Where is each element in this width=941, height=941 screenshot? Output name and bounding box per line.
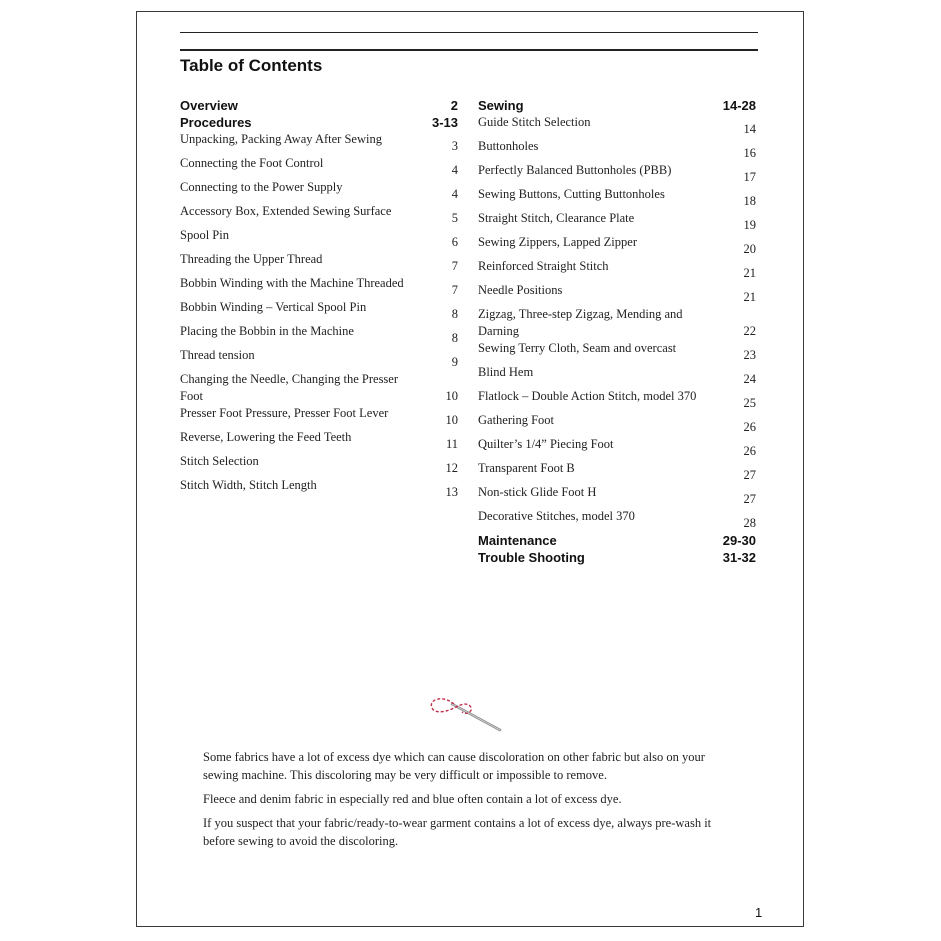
toc-label: Connecting to the Power Supply [180,180,343,194]
toc-label: Maintenance [478,533,557,548]
toc-page-number: 27 [743,492,756,506]
toc-page-number: 24 [743,372,756,386]
toc-label: Accessory Box, Extended Sewing Surface [180,204,392,218]
toc-page-number: 21 [743,266,756,280]
toc-label: Placing the Bobbin in the Machine [180,324,354,338]
toc-left-column [180,97,460,501]
toc-page-number: 14-28 [722,98,756,113]
toc-label: Quilter’s 1/4” Piecing Foot [478,437,614,451]
toc-entry-row [180,227,460,251]
toc-label: Perfectly Balanced Buttonholes (PBB) [478,163,672,177]
toc-page-number: 20 [743,242,756,256]
toc-entry-row [180,405,460,429]
toc-label: Sewing Buttons, Cutting Buttonholes [478,187,665,201]
toc-label: Straight Stitch, Clearance Plate [478,211,635,225]
toc-label: Stitch Selection [180,454,259,468]
toc-entry-row [478,114,758,138]
toc-section-row [478,97,758,114]
toc-label: Buttonholes [478,139,539,153]
toc-label: Unpacking, Packing Away After Sewing [180,132,382,146]
toc-page-number: 16 [743,146,756,160]
toc-entry-row [180,155,460,179]
toc-page-number: 25 [743,396,756,410]
toc-page-number: 27 [743,468,756,482]
toc-entry-row [180,275,460,299]
toc-page-number: 29-30 [722,533,756,548]
toc-entry-row [478,186,758,210]
toc-label: Needle Positions [478,283,563,297]
toc-page-number: 7 [451,283,458,297]
toc-entry-row [478,162,758,186]
toc-entry-row [180,371,460,405]
toc-page-number: 12 [445,461,458,475]
toc-entry-row [180,251,460,275]
toc-page-number: 28 [743,516,756,530]
toc-label: Reverse, Lowering the Feed Teeth [180,430,352,444]
toc-label: Gathering Foot [478,413,555,427]
toc-label: Threading the Upper Thread [180,252,323,266]
toc-entry-row [478,340,758,364]
toc-section-row [180,97,460,114]
notes-section [203,748,743,856]
toc-entry-row [180,131,460,155]
toc-page-number: 7 [451,259,458,273]
toc-page-number: 26 [743,420,756,434]
toc-entry-row [180,347,460,371]
toc-label: Procedures [180,115,252,130]
toc-page-number: 21 [743,290,756,304]
toc-entry-row [478,138,758,162]
toc-entry-row [180,429,460,453]
toc-entry-row [478,388,758,412]
needle-thread-icon [424,690,506,738]
toc-section-row [180,114,460,131]
toc-page-number: 8 [451,307,458,321]
toc-label: Reinforced Straight Stitch [478,259,609,273]
toc-label: Sewing [478,98,524,113]
header-rule-thin [180,32,758,33]
toc-page-number: 13 [445,485,458,499]
toc-page-number: 31-32 [722,550,756,565]
toc-label: Zigzag, Three-step Zigzag, Mending and Darning [478,307,683,338]
toc-entry-row [180,299,460,323]
toc-label: Decorative Stitches, model 370 [478,509,635,523]
toc-entry-row [478,508,758,532]
toc-entry-row [478,282,758,306]
note-paragraph: If you suspect that your fabric/ready-to-wear garment contains a lot of excess dye, always pre-wash it before sewing to avoid the discoloring. [203,816,712,848]
toc-label: Stitch Width, Stitch Length [180,478,317,492]
toc-label: Flatlock – Double Action Stitch, model 370 [478,389,697,403]
toc-page-number: 10 [445,389,458,403]
page-number: 1 [755,905,763,920]
toc-entry-row [478,460,758,484]
toc-entry-row [478,412,758,436]
toc-section-row [478,549,758,566]
toc-page-number: 8 [451,331,458,345]
toc-page-number: 19 [743,218,756,232]
toc-entry-row [180,179,460,203]
toc-label: Spool Pin [180,228,229,242]
toc-entry-row [180,203,460,227]
toc-entry-row [478,210,758,234]
toc-page-number: 3-13 [431,115,458,130]
toc-page-number: 2 [450,98,458,113]
toc-entry-row [478,436,758,460]
note-paragraph: Some fabrics have a lot of excess dye which can cause discoloration on other fabric but also on your sewing machine. This discoloring may be very difficult or impossible to remove. [203,750,705,782]
toc-page-number: 4 [451,163,458,177]
toc-page-number: 11 [445,437,458,451]
toc-entry-row [478,306,758,340]
toc-label: Sewing Terry Cloth, Seam and overcast [478,341,677,355]
toc-page-number: 14 [743,122,756,136]
toc-entry-row [478,484,758,508]
toc-page-number: 23 [743,348,756,362]
toc-entry-row [180,453,460,477]
toc-entry-row [478,234,758,258]
toc-label: Connecting the Foot Control [180,156,324,170]
toc-label: Presser Foot Pressure, Presser Foot Lever [180,406,389,420]
toc-label: Overview [180,98,238,113]
toc-page-number: 3 [451,139,458,153]
toc-label: Guide Stitch Selection [478,115,591,129]
toc-page-number: 18 [743,194,756,208]
toc-page-number: 9 [451,355,458,369]
toc-entry-row [180,477,460,501]
toc-label: Transparent Foot B [478,461,575,475]
toc-right-column [478,97,758,566]
toc-page-number: 5 [451,211,458,225]
toc-label: Bobbin Winding – Vertical Spool Pin [180,300,367,314]
toc-page-number: 6 [451,235,458,249]
toc-page-number: 4 [451,187,458,201]
toc-entry-row [180,323,460,347]
toc-label: Trouble Shooting [478,550,585,565]
note-paragraph: Fleece and denim fabric in especially red and blue often contain a lot of excess dye. [203,792,622,806]
toc-label: Non-stick Glide Foot H [478,485,597,499]
page-title: Table of Contents [180,56,323,75]
toc-page-number: 17 [743,170,756,184]
header-rule-thick [180,49,758,51]
toc-label: Changing the Needle, Changing the Presser Foot [180,372,399,403]
toc-page-number: 26 [743,444,756,458]
toc-page-number: 22 [743,324,756,338]
toc-entry-row [478,258,758,282]
toc-entry-row [478,364,758,388]
toc-section-row [478,532,758,549]
toc-label: Thread tension [180,348,255,362]
toc-label: Blind Hem [478,365,534,379]
toc-label: Sewing Zippers, Lapped Zipper [478,235,637,249]
toc-page-number: 10 [445,413,458,427]
toc-label: Bobbin Winding with the Machine Threaded [180,276,404,290]
